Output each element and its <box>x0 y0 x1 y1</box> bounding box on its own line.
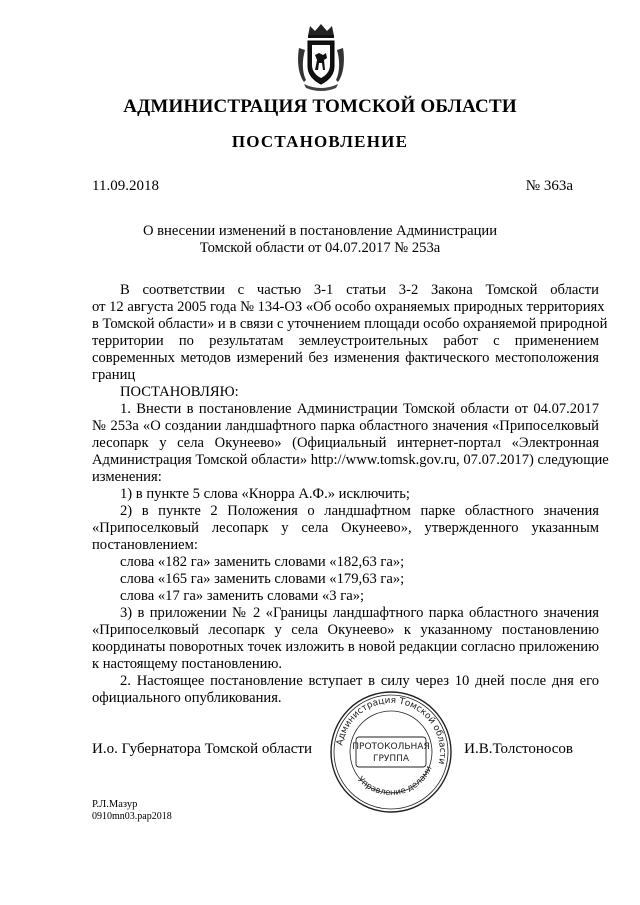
body-line: № 253а «О создании ландшафтного парка областного значения «Припоселковый <box>92 418 599 434</box>
file-code: 0910mn03.pap2018 <box>92 811 172 822</box>
body-line: современных методов измерений без изменения фактического местоположения <box>92 350 599 366</box>
body-line: координаты поворотных точек изложить в новой редакции согласно приложению <box>92 639 599 655</box>
document-number: № 363а <box>525 178 573 194</box>
body-line: слова «17 га» заменить словами «3 га»; <box>120 588 365 604</box>
stamp-center-line1: ПРОТОКОЛЬНАЯ <box>352 742 430 752</box>
document-title-line: О внесении изменений в постановление Администрации <box>142 223 498 239</box>
body-line: 2. Настоящее постановление вступает в силу через 10 дней после дня его <box>120 673 599 689</box>
official-stamp <box>328 689 454 815</box>
body-line: 1. Внести в постановление Администрации Томской области от 04.07.2017 <box>120 401 599 417</box>
body-line: границ <box>92 367 136 383</box>
body-line: в Томской области» и в связи с уточнением площади особо охраняемой природной <box>92 316 608 332</box>
resolution-keyword: ПОСТАНОВЛЯЮ: <box>120 384 239 400</box>
signatory-name: И.В.Толстоносов <box>464 741 573 757</box>
body-line: «Припоселковый лесопарк у села Окунеево» к указанному постановлению <box>92 622 599 638</box>
document-type: ПОСТАНОВЛЕНИЕ <box>231 132 409 151</box>
coat-of-arms-icon <box>296 22 346 92</box>
body-line: В соответствии с частью 3-1 статьи 3-2 Закона Томской области <box>120 282 599 298</box>
executor-name: Р.Л.Мазур <box>92 799 138 810</box>
body-line: «Припоселковый лесопарк у села Окунеево», утвержденного указанным <box>92 520 599 536</box>
body-line: слова «182 га» заменить словами «182,63 га»; <box>120 554 405 570</box>
body-line: Администрация Томской области» http://www.tomsk.gov.ru, 07.07.2017) следующие <box>92 452 609 468</box>
body-line: лесопарк у села Окунеево» (Официальный интернет-портал «Электронная <box>92 435 599 451</box>
document-date: 11.09.2018 <box>92 178 159 194</box>
signatory-position: И.о. Губернатора Томской области <box>92 741 312 757</box>
document-title-line: Томской области от 04.07.2017 № 253а <box>199 240 441 256</box>
body-line: изменения: <box>92 469 162 485</box>
body-line: 3) в приложении № 2 «Границы ландшафтного парка областного значения <box>120 605 599 621</box>
body-line: территории по результатам землеустроительных работ с применением <box>92 333 599 349</box>
body-line: постановлением: <box>92 537 198 553</box>
svg-text:Управление делами <box>355 765 434 799</box>
body-line: 2) в пункте 2 Положения о ландшафтном парке областного значения <box>120 503 599 519</box>
body-line: к настоящему постановлению. <box>92 656 283 672</box>
body-line: официального опубликования. <box>92 690 282 706</box>
stamp-center-line2: ГРУППА <box>372 754 410 764</box>
body-line: от 12 августа 2005 года № 134-ОЗ «Об особо охраняемых природных территориях <box>92 299 605 315</box>
stamp-ring-text: Администрация Томской области <box>335 695 448 766</box>
stamp-bottom-text: Управление делами <box>355 764 435 799</box>
body-line: 1) в пункте 5 слова «Кнорра А.Ф.» исключить; <box>120 486 410 502</box>
organization-title: АДМИНИСТРАЦИЯ ТОМСКОЙ ОБЛАСТИ <box>123 96 517 117</box>
body-line: слова «165 га» заменить словами «179,63 га»; <box>120 571 405 587</box>
